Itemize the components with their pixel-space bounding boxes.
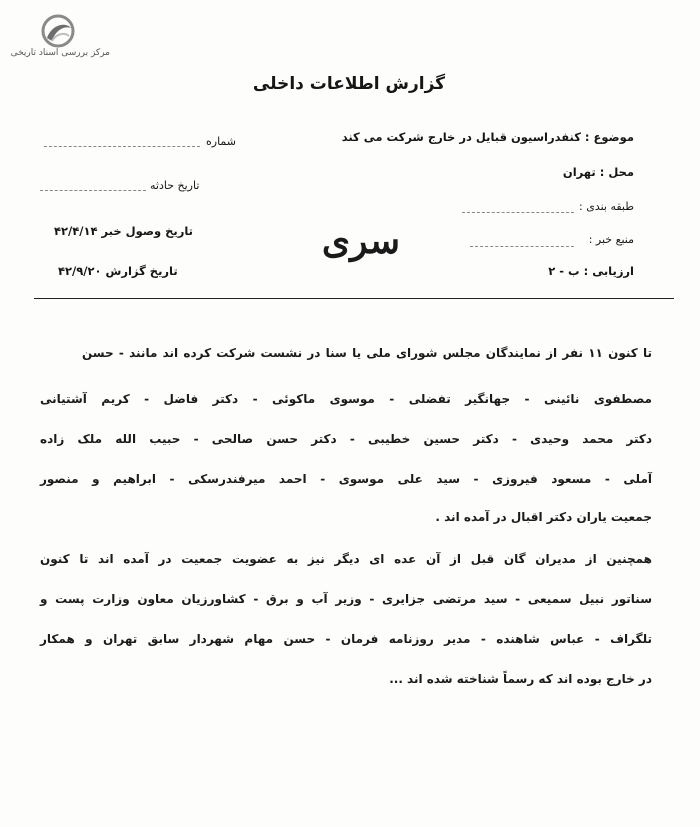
incident-date-blank-line [40, 190, 146, 191]
classification-blank-line [462, 212, 574, 213]
evaluation-field: ارزیابی : ب - ۲ [548, 264, 634, 278]
subject-field: موضوع : کنفدراسیون قبایل در خارج شرکت می کند [341, 130, 634, 144]
body-line: همچنین از مدیران گان قبل از آن عده ای دیگر نیز به عضویت جمعیت در آمده اند تا کنون [40, 552, 652, 566]
body-line: جمعیت یاران دکتر اقبال در آمده اند . [435, 510, 652, 524]
receipt-date-field: تاریخ وصول خبر ۴۲/۴/۱۴ [54, 224, 193, 238]
logo-caption: مرکز بررسی اسناد تاریخی [10, 48, 110, 58]
secret-stamp: سری [321, 220, 401, 262]
place-field: محل : تهران [562, 165, 634, 179]
number-blank-line [44, 146, 200, 147]
report-date-field: تاریخ گزارش ۴۲/۹/۲۰ [58, 264, 178, 278]
header-divider [34, 298, 674, 299]
body-line: در خارج بوده اند که رسماً شناخته شده اند ... [389, 672, 652, 686]
archive-emblem-icon [38, 14, 78, 50]
news-source-blank-line [470, 246, 574, 247]
incident-date-label: تاریخ حادثه [150, 179, 200, 192]
news-source-field: منبع خبر : [588, 233, 634, 246]
body-line: تا کنون ۱۱ نفر از نمایندگان مجلس شورای ملی یا سنا در نشست شرکت کرده اند مانند - حسن [82, 346, 652, 360]
body-line: دکتر محمد وحیدی - دکتر حسین خطیبی - دکتر حسن صالحی - حبیب الله ملک زاده [40, 432, 652, 446]
document-title: گزارش اطلاعات داخلی [252, 74, 446, 94]
classification-field: طبقه بندی : [579, 200, 634, 213]
body-line: سناتور نبیل سمیعی - سید مرتضی جزایری - وزیر آب و برق - کشاورزیان معاون وزارت پست و [40, 592, 652, 606]
archive-logo [10, 14, 110, 64]
body-line: مصطفوی نائینی - جهانگیر تفضلی - موسوی ماکوئی - دکتر فاضل - کریم آشتیانی [40, 392, 652, 406]
body-line: آملی - مسعود فیروزی - سید علی موسوی - احمد میرفندرسکی - ابراهیم و منصور [40, 472, 652, 486]
number-label: شماره [206, 135, 237, 148]
body-line: تلگراف - عباس شاهنده - مدیر روزنامه فرمان - حسن مهام شهردار سابق تهران و همکار [40, 632, 652, 646]
